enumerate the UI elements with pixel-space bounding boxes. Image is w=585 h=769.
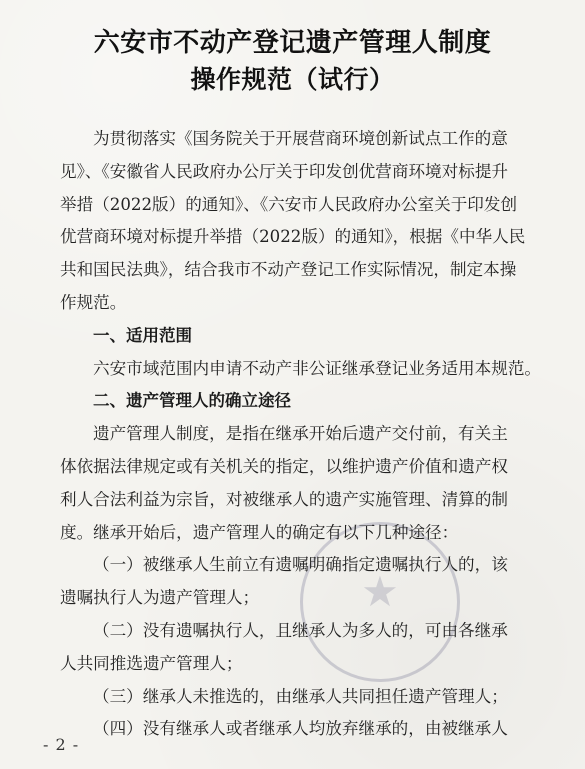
section-2-heading: 二、遗产管理人的确立途径 — [93, 391, 291, 411]
section-2-paragraph-line: 利人合法利益为宗旨，对被继承人的遗产实施管理、清算的制 — [60, 489, 509, 509]
intro-line: 见》、《安徽省人民政府办公厅关于印发创优营商环境对标提升 — [60, 161, 509, 181]
section-2-paragraph-line: 遗产管理人制度，是指在继承开始后遗产交付前，有关主 — [93, 424, 508, 444]
document-title-line-2: 操作规范（试行） — [190, 65, 395, 94]
section-1-heading: 一、适用范围 — [93, 325, 192, 345]
intro-line: 举措（2022版）的通知》、《六安市人民政府办公室关于印发创 — [60, 194, 518, 214]
document-title-line-1: 六安市不动产登记遗产管理人制度 — [93, 28, 492, 58]
section-2-item-line: 人共同推选遗产管理人； — [60, 653, 243, 673]
section-2-item-line: （三）继承人未推选的，由继承人共同担任遗产管理人； — [93, 686, 508, 706]
intro-line: 为贯彻落实《国务院关于开展营商环境创新试点工作的意 — [93, 129, 508, 148]
intro-line: 作规范。 — [60, 292, 127, 312]
seal-star-icon: ★ — [361, 567, 399, 616]
section-2-paragraph-line: 度。继承开始后，遗产管理人的确定有以下几种途径： — [60, 522, 459, 542]
section-1-text: 六安市域范围内申请不动产非公证继承登记业务适用本规范。 — [93, 358, 542, 378]
section-2-item-line: （四）没有继承人或者继承人均放弃继承的，由被继承人 — [93, 719, 508, 739]
section-2-item-line: 遗嘱执行人为遗产管理人； — [60, 588, 260, 608]
document-body — [60, 123, 540, 746]
intro-line: 优营商环境对标提升举措（2022版）的通知》，根据《中华人民 — [60, 227, 526, 247]
intro-line: 共和国民法典》，结合我市不动产登记工作实际情况，制定本操 — [60, 260, 517, 280]
section-2-item-line: （二）没有遗嘱执行人，且继承人为多人的，可由各继承 — [93, 620, 508, 640]
section-2-paragraph-line: 体依据法律规定或有关机关的指定，以维护遗产价值和遗产权 — [60, 456, 509, 476]
section-2-item-line: （一）被继承人生前立有遗嘱明确指定遗嘱执行人的，该 — [93, 555, 508, 575]
page-number: - 2 - — [43, 735, 80, 754]
